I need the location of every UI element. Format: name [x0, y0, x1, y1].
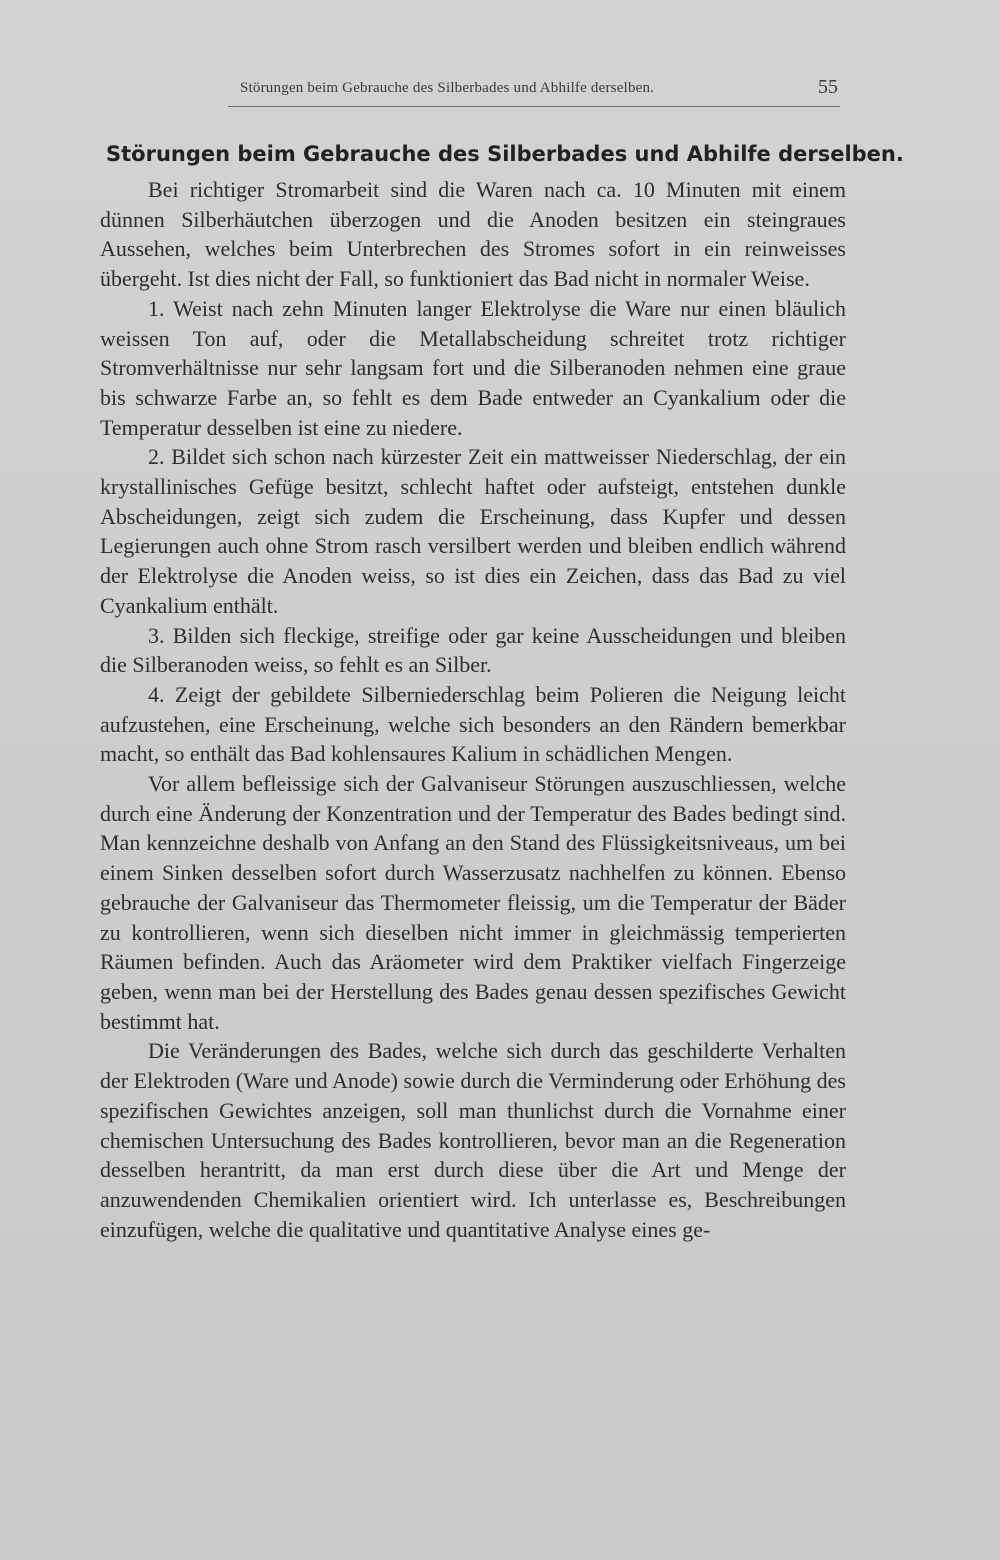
paragraph-intro: Bei richtiger Stromarbeit sind die Waren nach ca. 10 Minuten mit einem dünnen Silberhäutchen überzogen und die Anoden besitzen ein steingraues Aussehen, welches beim Unterbrechen des Stromes sofort in ein reinweisses übergeht. Ist dies nicht der Fall, so funktioniert das Bad nicht in normaler Weise. — [100, 177, 846, 292]
paragraph-item-4: 4. Zeigt der gebildete Silberniederschlag beim Polieren die Neigung leicht aufzustehen, eine Erscheinung, welche sich besonders an den Rändern bemerkbar macht, so enthält das Bad kohlensaures Kalium in schädlichen Mengen. — [100, 681, 846, 767]
paragraph-analysis: Die Veränderungen des Bades, welche sich durch das geschilderte Verhalten der Elektroden (Ware und Anode) sowie durch die Verminderung oder Erhöhung des spezifischen Gewichtes anzeigen, soll man thunlichst durch die Vornahme einer chemischen Untersuchung des Bades kontrollieren, bevor man an die Regeneration desselben herantritt, da man erst durch diese über die Art und Menge der anzuwendenden Chemikalien orientiert wird. Ich unterlasse es, Beschreibungen einzufügen, welche die qualitative und quantitative Analyse eines ge- — [100, 1038, 846, 1242]
running-head — [240, 78, 840, 102]
header-rule — [228, 106, 840, 107]
paragraph-item-2: 2. Bildet sich schon nach kürzester Zeit ein mattweisser Niederschlag, der ein krystallinisches Gefüge besitzt, schlecht haftet oder aufsteigt, entstehen dunkle Abscheidungen, zeigt sich zudem die Erscheinung, dass Kupfer und dessen Legierungen auch ohne Strom rasch versilbert werden und bleiben endlich während der Elektrolyse die Anoden weiss, so ist dies ein Zeichen, dass das Bad zu viel Cyankalium enthält. — [100, 444, 846, 618]
paragraph-prevention: Vor allem befleissige sich der Galvaniseur Störungen auszuschliessen, welche durch eine Änderung der Konzentration und der Temperatur des Bades bedingt sind. Man kennzeichne deshalb von Anfang an den Stand des Flüssigkeitsniveaus, um bei einem Sinken desselben sofort durch Wasserzusatz nachhelfen zu können. Ebenso gebrauche der Galvaniseur das Thermometer fleissig, um die Temperatur der Bäder zu kontrollieren, wenn sich dieselben nicht immer in gleichmässig temperierten Räumen befinden. Auch das Aräometer wird dem Praktiker vielfach Fingerzeige geben, wenn man bei der Herstellung des Bades genau dessen spezifisches Gewicht bestimmt hat. — [100, 771, 846, 1034]
page-number: 55 — [818, 76, 838, 98]
paragraph-item-1: 1. Weist nach zehn Minuten langer Elektrolyse die Ware nur einen bläulich weissen Ton auf, oder die Metallabscheidung schreitet trotz richtiger Stromverhältnisse nur sehr langsam fort und die Silberanoden nehmen eine graue bis schwarze Farbe an, so fehlt es dem Bade entweder an Cyankalium oder die Temperatur desselben ist eine zu niedere. — [100, 295, 846, 440]
section-heading: Störungen beim Gebrauche des Silberbades und Abhilfe derselben. — [106, 142, 904, 166]
body-text — [100, 175, 846, 1244]
running-title: Störungen beim Gebrauche des Silberbades und Abhilfe derselben. — [240, 80, 655, 96]
paragraph-item-3: 3. Bilden sich fleckige, streifige oder gar keine Ausscheidungen und bleiben die Silberanoden weiss, so fehlt es an Silber. — [100, 622, 846, 678]
